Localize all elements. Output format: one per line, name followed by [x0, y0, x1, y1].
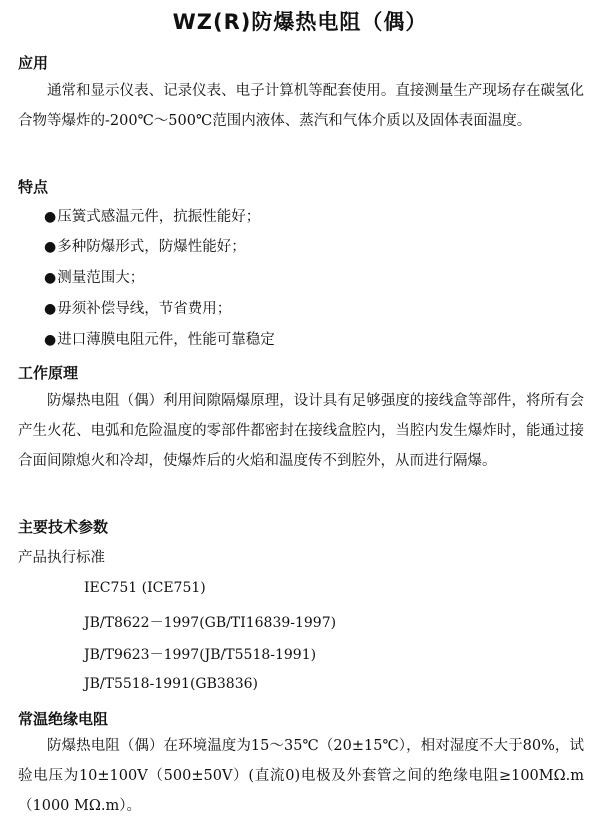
standard-item: JB/T9623－1997(JB/T5518-1991) — [84, 647, 317, 663]
principle-heading: 工作原理 — [18, 364, 79, 382]
parameters-heading: 主要技术参数 — [18, 518, 109, 536]
insulation-paragraph: 防爆热电阻（偶）在环境温度为15～35℃（20±15℃），相对湿度不大于80%，试验电压为10±100V（500±50V）(直流0)电极及外套管之间的绝缘电阻≥100MΩ.m（1000 MΩ.m）。 — [18, 738, 584, 814]
feature-item: ●测量范围大； — [44, 270, 145, 286]
bullet-icon: ● — [44, 332, 57, 348]
standard-item: IEC751 (ICE751) — [84, 580, 206, 596]
application-paragraph: 通常和显示仪表、记录仪表、电子计算机等配套使用。直接测量生产现场存在碳氢化合物等爆炸的-200℃～500℃范围内液体、蒸汽和气体介质以及固体表面温度。 — [18, 83, 584, 129]
feature-item: ●压簧式感温元件，抗振性能好； — [44, 209, 261, 225]
application-heading: 应用 — [18, 54, 49, 72]
bullet-icon: ● — [44, 239, 57, 255]
feature-item: ●进口薄膜电阻元件，性能可靠稳定 — [44, 332, 275, 348]
feature-item: ●多种防爆形式，防爆性能好； — [44, 239, 246, 255]
features-heading: 特点 — [18, 178, 49, 196]
bullet-icon: ● — [44, 209, 57, 225]
bullet-icon: ● — [44, 301, 57, 317]
standard-item: JB/T5518-1991(GB3836) — [84, 676, 258, 692]
bullet-icon: ● — [44, 270, 57, 286]
standard-item: JB/T8622－1997(GB/TI16839-1997) — [84, 615, 337, 631]
principle-paragraph: 防爆热电阻（偶）利用间隙隔爆原理，设计具有足够强度的接线盒等部件，将所有会产生火花、电弧和危险温度的零部件都密封在接线盒腔内，当腔内发生爆炸时，能通过接合面间隙熄火和冷却，使爆炸后的火焰和温度传不到腔外，从而进行隔爆。 — [18, 393, 584, 469]
insulation-heading: 常温绝缘电阻 — [18, 710, 109, 728]
standard-label: 产品执行标准 — [18, 550, 105, 566]
page-title: WZ(R)防爆热电阻（偶） — [172, 10, 428, 34]
feature-item: ●毋须补偿导线，节省费用； — [44, 301, 232, 317]
